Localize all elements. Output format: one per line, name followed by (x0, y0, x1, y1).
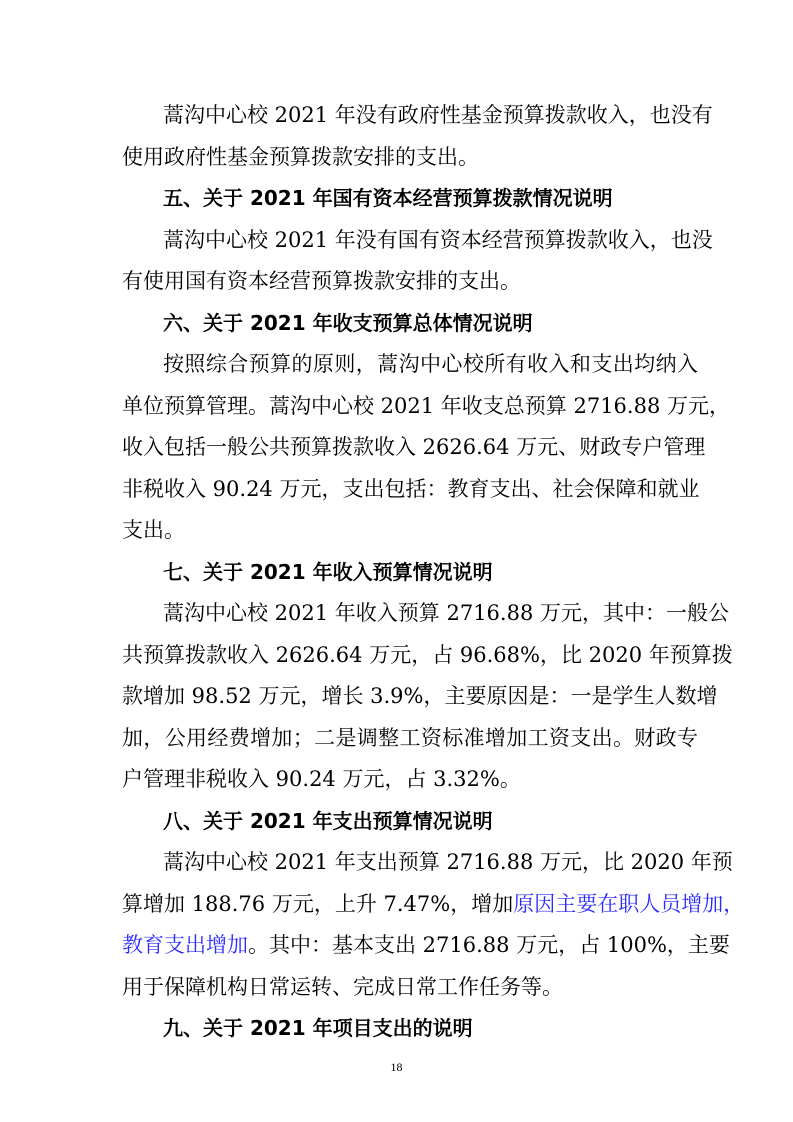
paragraph-line: 有使用国有资本经营预算拨款安排的支出。 (122, 269, 521, 293)
section-heading: 六、关于 2021 年收支预算总体情况说明 (163, 310, 533, 335)
page-number: 18 (390, 1059, 403, 1074)
paragraph-line: 单位预算管理。蒿沟中心校 2021 年收支总预算 2716.88 万元， (122, 393, 730, 418)
paragraph-line: 收入包括一般公共预算拨款收入 2626.64 万元、财政专户管理 (122, 435, 706, 459)
paragraph-line: 蒿沟中心校 2021 年收入预算 2716.88 万元，其中：一般公 (163, 601, 729, 625)
paragraph-line: 非税收入 90.24 万元，支出包括：教育支出、社会保障和就业 (122, 476, 700, 501)
paragraph-line: 按照综合预算的原则，蒿沟中心校所有收入和支出均纳入 (163, 352, 698, 376)
highlighted-text: 原因主要在职人员增加， (513, 891, 745, 916)
section-heading: 八、关于 2021 年支出预算情况说明 (163, 808, 493, 833)
paragraph-line: 用于保障机构日常运转、完成日常工作任务等。 (122, 974, 563, 999)
paragraph-line: 蒿沟中心校 2021 年支出预算 2716.88 万元，比 2020 年预 (163, 850, 733, 874)
paragraph-text: 算增加 188.76 万元，上升 7.47%，增加 (122, 891, 514, 916)
paragraph-line-mixed (122, 930, 730, 960)
paragraph-line: 支出。 (122, 518, 185, 542)
section-heading: 九、关于 2021 年项目支出的说明 (163, 1016, 473, 1040)
highlighted-text: 教育支出增加 (122, 933, 248, 957)
paragraph-line-mixed (122, 889, 744, 919)
paragraph-line: 共预算拨款收入 2626.64 万元，占 96.68%，比 2020 年预算拨 (122, 642, 733, 667)
section-heading: 五、关于 2021 年国有资本经营预算拨款情况说明 (163, 186, 613, 210)
section-heading: 七、关于 2021 年收入预算情况说明 (163, 559, 493, 584)
paragraph-line: 蒿沟中心校 2021 年没有政府性基金预算拨款收入，也没有 (163, 103, 713, 127)
paragraph-line: 使用政府性基金预算拨款安排的支出。 (122, 144, 479, 169)
paragraph-line: 加，公用经费增加；二是调整工资标准增加工资支出。财政专 (122, 725, 698, 750)
paragraph-line: 款增加 98.52 万元，增长 3.9%，主要原因是：一是学生人数增 (122, 684, 718, 708)
paragraph-line: 蒿沟中心校 2021 年没有国有资本经营预算拨款收入，也没 (163, 227, 713, 252)
paragraph-line: 户管理非税收入 90.24 万元，占 3.32%。 (122, 767, 521, 791)
paragraph-text: 。其中：基本支出 2716.88 万元，占 100%，主要 (248, 933, 730, 957)
